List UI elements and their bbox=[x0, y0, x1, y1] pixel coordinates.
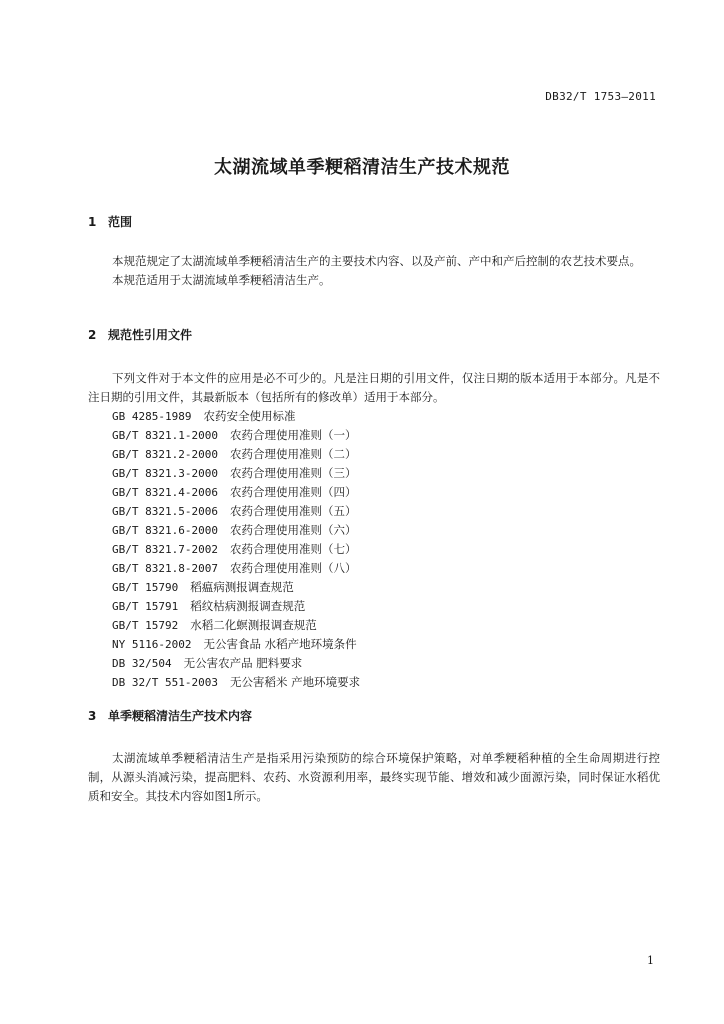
paragraph: 本规范适用于太湖流域单季粳稻清洁生产。 bbox=[112, 273, 331, 287]
section-scope bbox=[88, 213, 660, 290]
reference-title: 农药安全使用标准 bbox=[203, 409, 296, 423]
reference-code: GB/T 8321.1-2000 bbox=[112, 429, 218, 442]
reference-code: GB/T 8321.6-2000 bbox=[112, 524, 218, 537]
reference-code: GB/T 8321.8-2007 bbox=[112, 562, 218, 575]
paragraph: 下列文件对于本文件的应用是必不可少的。凡是注日期的引用文件，仅注日期的版本适用于本部分。凡是不注日期的引用文件，其最新版本（包括所有的修改单）适用于本部分。 bbox=[88, 371, 660, 404]
section-number: 1 bbox=[88, 215, 97, 229]
section-heading bbox=[88, 707, 660, 725]
document-title: 太湖流域单季粳稻清洁生产技术规范 bbox=[214, 157, 510, 178]
reference-code: GB/T 8321.2-2000 bbox=[112, 448, 218, 461]
reference-code: GB/T 15790 bbox=[112, 581, 179, 594]
reference-item bbox=[88, 521, 660, 540]
section-number: 3 bbox=[88, 709, 97, 723]
section-number: 2 bbox=[88, 328, 97, 342]
reference-item bbox=[88, 483, 660, 502]
paragraph: 太湖流域单季粳稻清洁生产是指采用污染预防的综合环境保护策略，对单季粳稻种植的全生命周期进行控制，从源头消减污染，提高肥料、农药、水资源利用率，最终实现节能、增效和减少面源污染，同时保证水稻优质和安全。其技术内容如图1所示。 bbox=[88, 751, 660, 803]
reference-item bbox=[88, 635, 660, 654]
reference-code: DB 32/T 551-2003 bbox=[112, 676, 218, 689]
reference-title: 无公害稻米 产地环境要求 bbox=[229, 675, 361, 689]
reference-title: 农药合理使用准则（四） bbox=[229, 485, 357, 499]
reference-code: GB/T 8321.4-2006 bbox=[112, 486, 218, 499]
reference-item bbox=[88, 540, 660, 559]
reference-title: 稻纹枯病测报调查规范 bbox=[190, 599, 306, 613]
reference-title: 无公害食品 水稻产地环境条件 bbox=[203, 637, 357, 651]
reference-title: 农药合理使用准则（五） bbox=[229, 504, 357, 518]
page-number: 1 bbox=[647, 954, 654, 967]
reference-code: GB/T 8321.7-2002 bbox=[112, 543, 218, 556]
reference-title: 农药合理使用准则（一） bbox=[229, 428, 357, 442]
section-heading bbox=[88, 326, 660, 344]
paragraph: 本规范规定了太湖流域单季粳稻清洁生产的主要技术内容、以及产前、产中和产后控制的农艺技术要点。 bbox=[112, 254, 641, 268]
reference-item bbox=[88, 673, 660, 692]
section-title: 规范性引用文件 bbox=[108, 328, 193, 342]
reference-list bbox=[88, 407, 660, 692]
reference-title: 无公害农产品 肥料要求 bbox=[183, 656, 303, 670]
reference-code: GB/T 8321.3-2000 bbox=[112, 467, 218, 480]
reference-code: DB 32/504 bbox=[112, 657, 172, 670]
reference-item bbox=[88, 502, 660, 521]
reference-item bbox=[88, 559, 660, 578]
reference-item bbox=[88, 407, 660, 426]
reference-item bbox=[88, 616, 660, 635]
reference-title: 农药合理使用准则（六） bbox=[229, 523, 357, 537]
reference-item bbox=[88, 654, 660, 673]
reference-item bbox=[88, 426, 660, 445]
reference-code: GB 4285-1989 bbox=[112, 410, 192, 423]
document-id: DB32/T 1753—2011 bbox=[545, 90, 656, 103]
reference-title: 农药合理使用准则（三） bbox=[229, 466, 357, 480]
reference-item bbox=[88, 597, 660, 616]
section-title: 单季粳稻清洁生产技术内容 bbox=[108, 709, 253, 723]
reference-title: 农药合理使用准则（八） bbox=[229, 561, 357, 575]
reference-title: 稻瘟病测报调查规范 bbox=[190, 580, 294, 594]
section-title: 范围 bbox=[108, 215, 133, 229]
reference-item bbox=[88, 578, 660, 597]
section-normative-references bbox=[88, 326, 660, 692]
reference-title: 农药合理使用准则（二） bbox=[229, 447, 357, 461]
reference-item bbox=[88, 445, 660, 464]
reference-title: 水稻二化螟测报调查规范 bbox=[190, 618, 317, 632]
reference-title: 农药合理使用准则（七） bbox=[229, 542, 357, 556]
section-heading bbox=[88, 213, 660, 231]
section-technical-content bbox=[88, 707, 660, 806]
reference-code: GB/T 15791 bbox=[112, 600, 179, 613]
reference-code: NY 5116-2002 bbox=[112, 638, 192, 651]
reference-code: GB/T 15792 bbox=[112, 619, 179, 632]
reference-item bbox=[88, 464, 660, 483]
reference-code: GB/T 8321.5-2006 bbox=[112, 505, 218, 518]
